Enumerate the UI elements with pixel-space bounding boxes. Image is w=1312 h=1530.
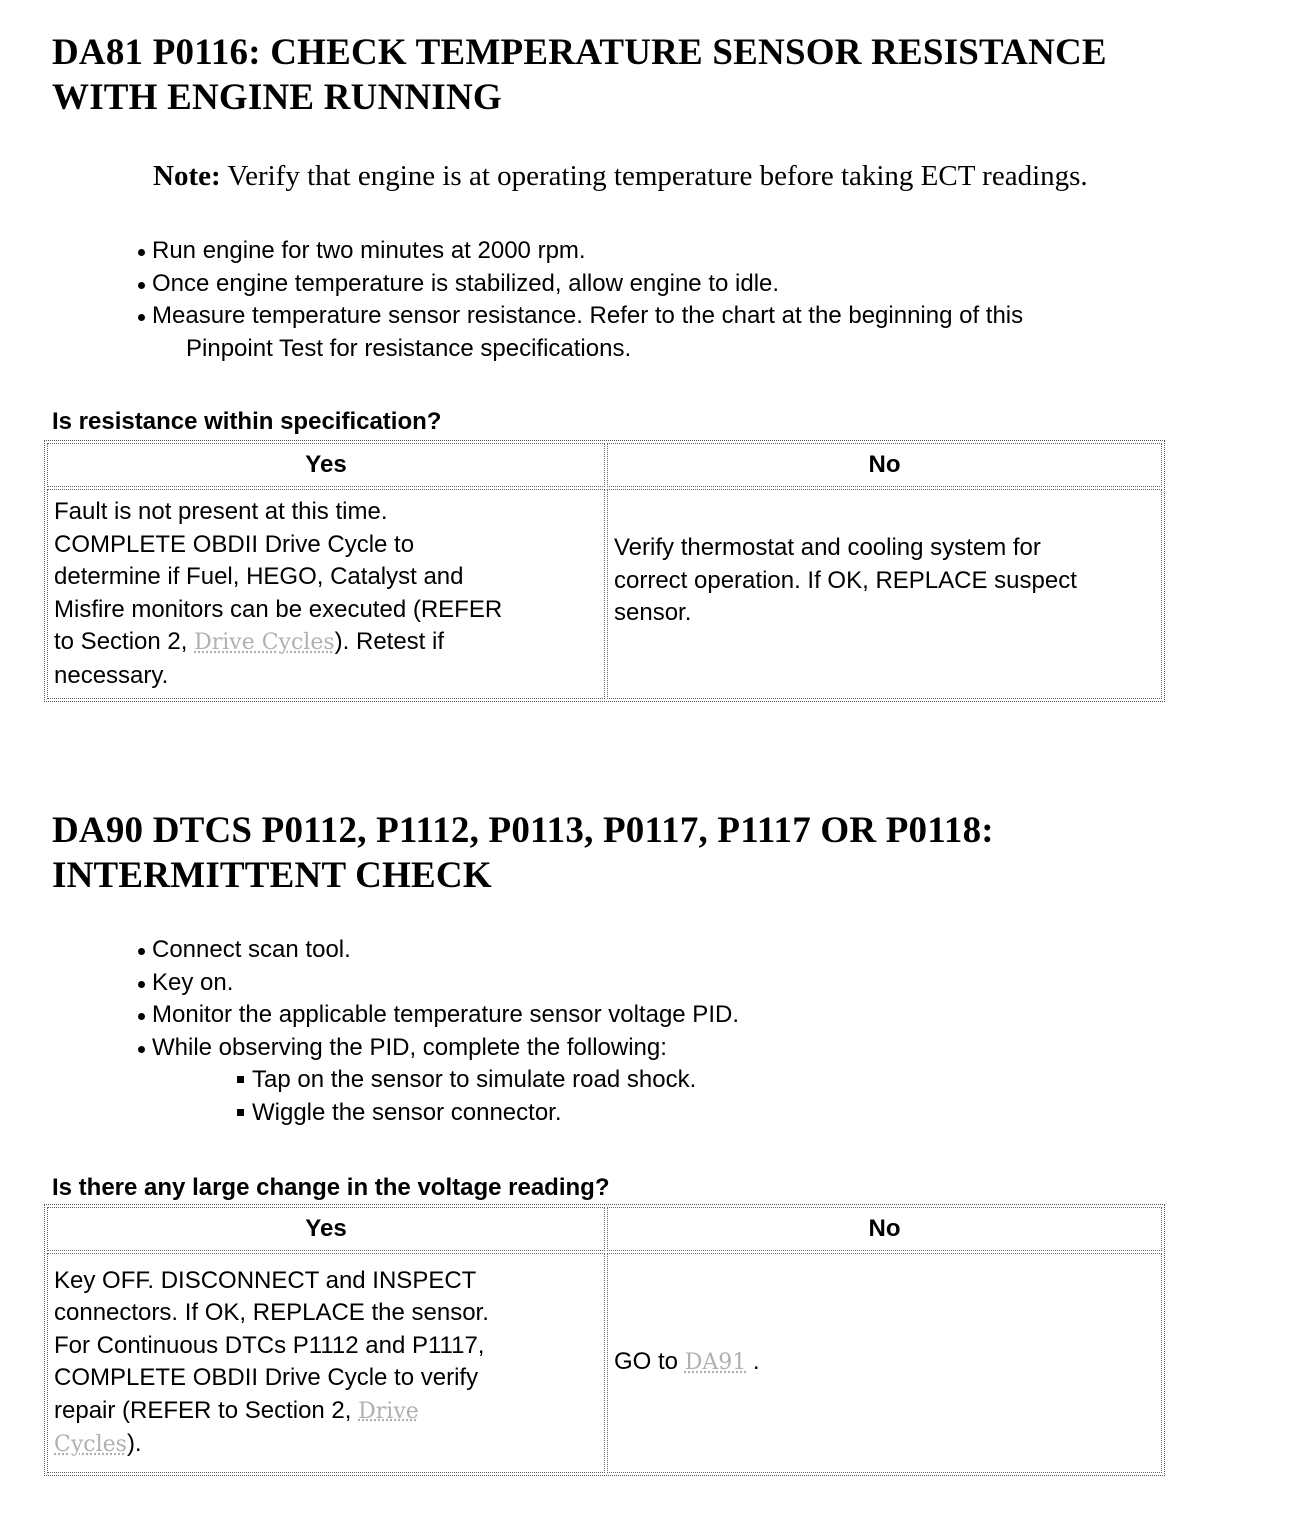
list-item: Key on. xyxy=(136,967,739,1000)
list-item: Connect scan tool. xyxy=(136,934,739,967)
section1-question: Is resistance within specification? xyxy=(52,408,442,435)
section2-substeps xyxy=(152,1064,739,1129)
no-header: No xyxy=(607,443,1162,487)
bullet-icon xyxy=(138,249,145,256)
list-item: Wiggle the sensor connector. xyxy=(236,1097,739,1130)
section1-decision-table xyxy=(44,440,1165,702)
list-item: Once engine temperature is stabilized, allow engine to idle. xyxy=(136,268,1023,301)
square-bullet-icon xyxy=(237,1109,244,1116)
list-item: While observing the PID, complete the following: Tap on the sensor to simulate road shock. Wiggle the sensor connector. xyxy=(136,1032,739,1130)
section2-title-line2: INTERMITTENT CHECK xyxy=(52,855,492,896)
section2-title xyxy=(52,808,994,898)
list-item: Run engine for two minutes at 2000 rpm. xyxy=(136,235,1023,268)
section2-title-line1: DA90 DTCS P0112, P1112, P0113, P0117, P1117 OR P0118: xyxy=(52,810,994,851)
table-header-row xyxy=(47,443,1162,487)
section1-steps xyxy=(136,235,1023,365)
drive-cycles-link[interactable]: Drive xyxy=(358,1398,419,1424)
table-row xyxy=(47,1253,1162,1473)
bullet-icon xyxy=(138,948,145,955)
step-continuation: Pinpoint Test for resistance specifications. xyxy=(186,334,632,362)
bullet-icon xyxy=(138,282,145,289)
yes-header: Yes xyxy=(47,1207,605,1251)
no-cell: Verify thermostat and cooling system for correct operation. If OK, REPLACE suspect sensor. xyxy=(607,489,1162,699)
section1-title xyxy=(52,30,1107,120)
bullet-icon xyxy=(138,314,145,321)
list-item: Monitor the applicable temperature sensor voltage PID. xyxy=(136,999,739,1032)
bullet-icon xyxy=(138,981,145,988)
note-text: Verify that engine is at operating temperature before taking ECT readings. xyxy=(220,160,1088,192)
list-item: Measure temperature sensor resistance. Refer to the chart at the beginning of this Pinpoint Test for resistance specifications. xyxy=(136,300,1023,365)
section1-note xyxy=(153,158,1088,194)
section2-question: Is there any large change in the voltage reading? xyxy=(52,1174,610,1201)
bullet-icon xyxy=(138,1013,145,1020)
section1-title-line1: DA81 P0116: CHECK TEMPERATURE SENSOR RESISTANCE xyxy=(52,32,1107,73)
yes-cell: Key OFF. DISCONNECT and INSPECT connectors. If OK, REPLACE the sensor. For Continuous DTCs P1112 and P1117, COMPLETE OBDII Drive Cycle to verify repair (REFER to Section 2, Drive Cycles). xyxy=(47,1253,605,1473)
square-bullet-icon xyxy=(237,1076,244,1083)
list-item: Tap on the sensor to simulate road shock. xyxy=(236,1064,739,1097)
section1-title-line2: WITH ENGINE RUNNING xyxy=(52,77,502,118)
drive-cycles-link-cont[interactable]: Cycles xyxy=(54,1432,127,1457)
no-header: No xyxy=(607,1207,1162,1251)
no-cell: GO to DA91 . xyxy=(607,1253,1162,1473)
bullet-icon xyxy=(138,1046,145,1053)
note-label: Note: xyxy=(153,160,221,192)
yes-cell: Fault is not present at this time. COMPLETE OBDII Drive Cycle to determine if Fuel, HEGO, Catalyst and Misfire monitors can be executed (REFER to Section 2, Drive Cycles). Retest if necessary. xyxy=(47,489,605,699)
table-header-row xyxy=(47,1207,1162,1251)
da91-link[interactable]: DA91 xyxy=(684,1350,747,1376)
table-row xyxy=(47,489,1162,699)
section2-steps xyxy=(136,934,739,1129)
yes-header: Yes xyxy=(47,443,605,487)
section2-decision-table xyxy=(44,1204,1165,1476)
drive-cycles-link[interactable]: Drive Cycles xyxy=(194,630,335,655)
